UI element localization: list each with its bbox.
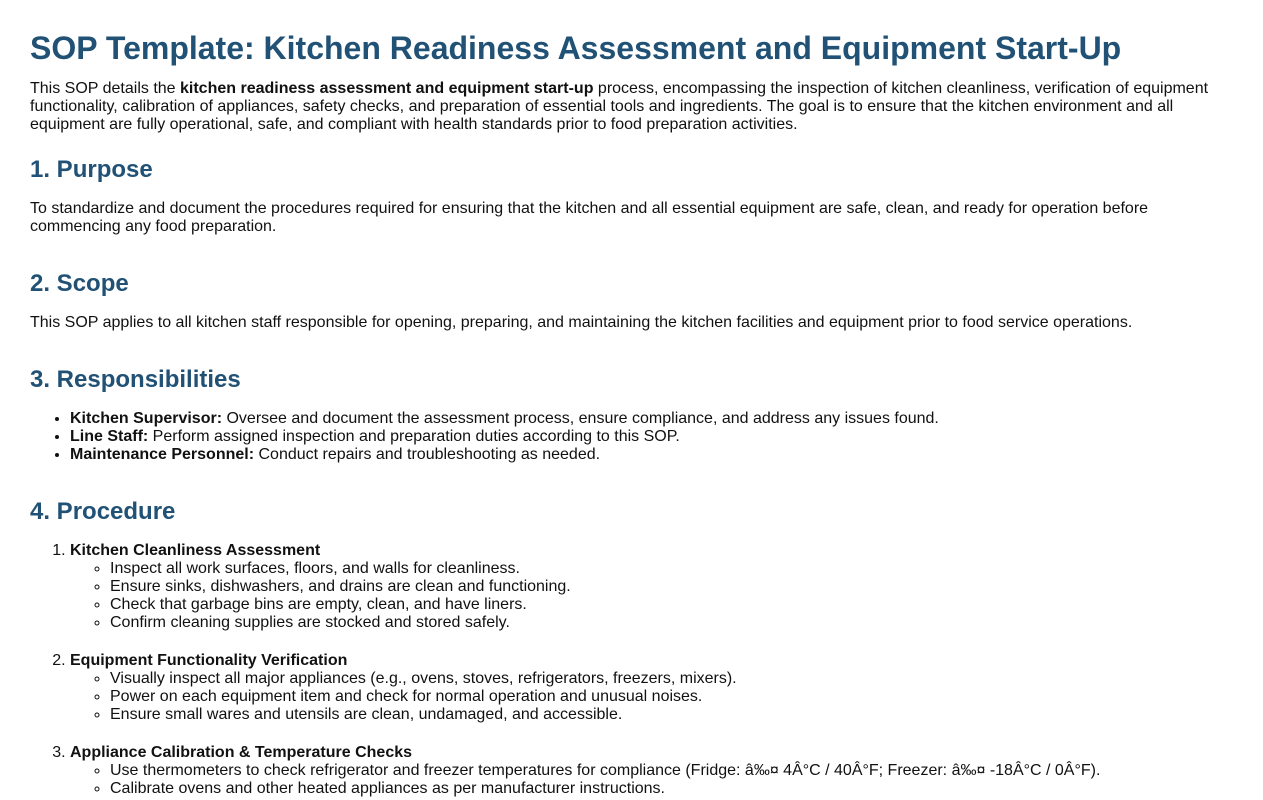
list-item	[70, 446, 1233, 464]
step-title: Appliance Calibration & Temperature Checks	[70, 744, 413, 761]
intro-text-start: This SOP details the	[30, 80, 180, 97]
procedure-step	[70, 542, 1233, 632]
list-item: ◦ Calibrate ovens and other heated appliances as per manufacturer instructions.	[110, 780, 1233, 798]
role-label: Line Staff:	[70, 428, 149, 445]
procedure-step	[70, 744, 1233, 798]
role-label: Maintenance Personnel:	[70, 446, 255, 463]
purpose-heading: 1. Purpose	[30, 156, 153, 183]
step-title: Kitchen Cleanliness Assessment	[70, 542, 321, 559]
list-item: ◦ Use thermometers to check refrigerator and freezer temperatures for compliance (Fridge: â‰¤ 4Â°C / 40Â°F; Freezer: â‰¤ -18Â°C / 0Â°F).	[110, 762, 1233, 780]
step-items	[70, 670, 1233, 724]
list-item	[70, 410, 1233, 428]
procedure-steps	[30, 542, 1233, 798]
scope-heading: 2. Scope	[30, 270, 129, 297]
responsibilities-section	[30, 366, 1233, 464]
scope-section	[30, 270, 1233, 332]
purpose-text: To standardize and document the procedures required for ensuring that the kitchen and all essential equipment are safe, clean, and ready for operation before commencing any food preparation.	[30, 200, 1149, 235]
list-item: ◦ Ensure small wares and utensils are clean, undamaged, and accessible.	[110, 706, 1233, 724]
procedure-step	[70, 652, 1233, 724]
step-title: Equipment Functionality Verification	[70, 652, 348, 669]
role-duty: Oversee and document the assessment process, ensure compliance, and address any issues found.	[222, 410, 939, 427]
scope-text: This SOP applies to all kitchen staff responsible for opening, preparing, and maintaining the kitchen facilities and equipment prior to food service operations.	[30, 314, 1133, 331]
intro-paragraph	[30, 80, 1233, 134]
list-item: ◦ Confirm cleaning supplies are stocked and stored safely.	[110, 614, 1233, 632]
role-duty: Conduct repairs and troubleshooting as needed.	[254, 446, 601, 463]
list-item: ◦ Power on each equipment item and check for normal operation and unusual noises.	[110, 688, 1233, 706]
responsibilities-list	[30, 410, 1233, 464]
intro-text-end: process, encompassing the inspection of kitchen cleanliness, verification of equipment functionality, calibration of appliances, safety checks, and preparation of essential tools and ingredients. The goal is to ensure that the kitchen environment and all equipment are fully operational, safe, and compliant with health standards prior to food preparation activities.	[30, 80, 1209, 133]
list-item	[70, 428, 1233, 446]
list-item: ◦ Visually inspect all major appliances (e.g., ovens, stoves, refrigerators, freezers, mixers).	[110, 670, 1233, 688]
procedure-section	[30, 498, 1233, 798]
list-item: ◦ Ensure sinks, dishwashers, and drains are clean and functioning.	[110, 578, 1233, 596]
step-items	[70, 560, 1233, 632]
role-label: Kitchen Supervisor:	[70, 410, 223, 427]
role-duty: Perform assigned inspection and preparation duties according to this SOP.	[148, 428, 680, 445]
step-items	[70, 762, 1233, 798]
purpose-section	[30, 156, 1233, 236]
procedure-heading: 4. Procedure	[30, 498, 176, 525]
responsibilities-heading: 3. Responsibilities	[30, 366, 241, 393]
page-title: SOP Template: Kitchen Readiness Assessment and Equipment Start-Up	[30, 30, 1122, 66]
list-item: ◦ Check that garbage bins are empty, clean, and have liners.	[110, 596, 1233, 614]
list-item: ◦ Inspect all work surfaces, floors, and walls for cleanliness.	[110, 560, 1233, 578]
intro-bold-text: kitchen readiness assessment and equipment start-up	[180, 80, 594, 97]
